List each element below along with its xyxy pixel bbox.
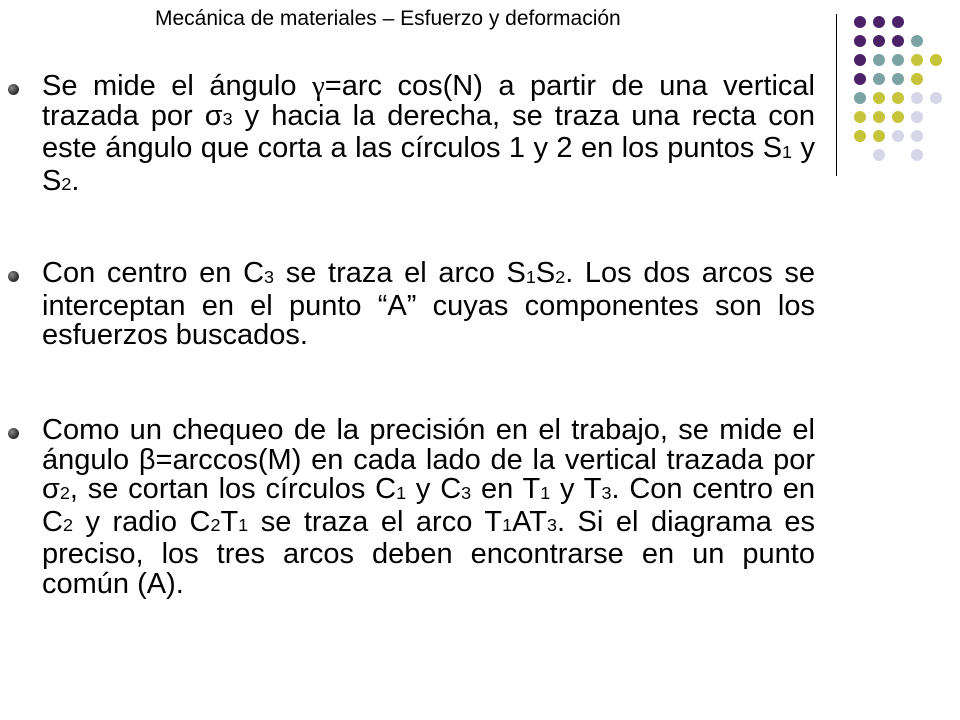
dot-teal [854, 92, 866, 104]
dot-lavender [930, 92, 942, 104]
dot-purple [854, 73, 866, 85]
dot-purple [892, 35, 904, 47]
dot-purple [873, 16, 885, 28]
dot-lavender [911, 92, 923, 104]
dot-teal [911, 35, 923, 47]
dot-lavender [892, 130, 904, 142]
dot-teal [892, 73, 904, 85]
dot-lavender [911, 149, 923, 161]
dot-yellow [854, 130, 866, 142]
slide-title: Mecánica de materiales – Esfuerzo y deformación [155, 7, 621, 30]
dot-teal [892, 54, 904, 66]
bullet-text-2: Con centro en $C_3$ se traza el arco $S_1S_2$. Los dos arcos se interceptan en el punto “A” cuyas componentes son los esfuerzos buscados. [42, 257, 816, 351]
dot-yellow [892, 92, 904, 104]
dot-yellow [911, 54, 923, 66]
dot-yellow [873, 130, 885, 142]
bullet-text-1: Se mide el ángulo γ=arc cos(N) a partir de una vertical trazada por $\sigma_3$ y hacia la derecha, se traza una recta con este ángulo que corta a las círculos 1 y 2 en los puntos $S_1$ y $S_2$. [42, 70, 815, 197]
dot-teal [873, 73, 885, 85]
dot-yellow [911, 73, 923, 85]
dot-yellow [930, 54, 942, 66]
dot-yellow [892, 111, 904, 123]
dot-purple [854, 35, 866, 47]
dot-purple [854, 16, 866, 28]
dot-yellow [873, 92, 885, 104]
dot-teal [873, 54, 885, 66]
dot-purple [873, 35, 885, 47]
dot-yellow [873, 111, 885, 123]
dot-purple [854, 54, 866, 66]
dot-lavender [911, 130, 923, 142]
bullet-marker [8, 428, 19, 439]
dot-lavender [873, 149, 885, 161]
dot-lavender [911, 111, 923, 123]
dot-yellow [854, 111, 866, 123]
dot-purple [892, 16, 904, 28]
bullet-marker [8, 84, 19, 95]
bullet-marker [8, 271, 19, 282]
bullet-text-3: Como un chequeo de la precisión en el trabajo, se mide el ángulo β=arccos(M) en cada lado de la vertical trazada por $\sigma_2$, se cortan los círculos $C_1$ y $C_3$ en $T_1$ y $T_3$. Con centro en $C_2$ y radio $C_2T_1$ se traza el arco $T_1AT_3$. Si el diagrama es preciso, los tres arcos deben encontrarse en un punto común (A). [42, 414, 816, 600]
